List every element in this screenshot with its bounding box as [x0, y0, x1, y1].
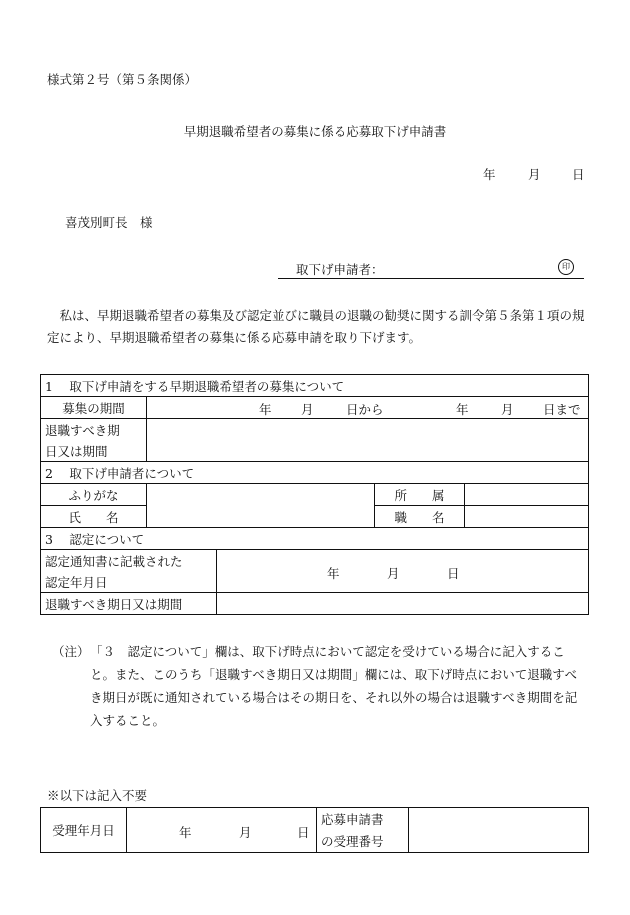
retire-label-bottom: 日又は期間	[41, 440, 147, 462]
furigana-label: ふりがな	[41, 484, 147, 506]
period-end-day: 日まで	[543, 402, 581, 417]
receipt-year: 年	[179, 824, 192, 840]
period-end-year: 年	[456, 402, 469, 417]
receipt-month: 月	[239, 824, 252, 840]
period-end-month: 月	[501, 402, 514, 417]
dept-value[interactable]	[465, 484, 589, 506]
section-1-header: 1 取下げ申請をする早期退職希望者の募集について	[41, 375, 589, 397]
date-year: 年	[483, 167, 496, 182]
cert-date-year: 年	[327, 565, 340, 581]
position-label: 職 名	[375, 506, 465, 528]
date-day: 日	[572, 167, 585, 182]
form-number: 様式第２号（第５条関係）	[47, 72, 198, 87]
applicant-line	[278, 260, 584, 279]
document-title: 早期退職希望者の募集に係る応募取下げ申請書	[183, 124, 447, 139]
period-start-day: 日から	[346, 402, 384, 417]
cert-date-day: 日	[447, 565, 460, 581]
receipt-number-label-top: 応募申請書	[317, 808, 409, 831]
date-month: 月	[528, 167, 541, 182]
notes-text: 「３ 認定について」欄は、取下げ時点において認定を受けている場合に記入すること。また、このうち「退職すべき期日又は期間」欄には、取下げ時点において退職すべき期日が既に通知されている場合はその期日を、それ以外の場合は退職すべき期間を記入すること。	[90, 644, 578, 728]
receipt-table	[40, 807, 589, 853]
receipt-date-value	[127, 808, 317, 853]
retire-label-top: 退職すべき期	[41, 419, 147, 441]
applicant-label: 取下げ申請者：	[296, 262, 384, 277]
addressee: 喜茂別町長 様	[65, 215, 153, 230]
not-required-label: ※以下は記入不要	[47, 788, 148, 803]
cert-label-bottom: 認定年月日	[41, 571, 217, 593]
receipt-number-label-bottom: の受理番号	[317, 830, 409, 853]
seal-mark: 印	[558, 259, 574, 275]
period-start-year: 年	[259, 402, 272, 417]
receipt-date-label: 受理年月日	[41, 808, 127, 853]
position-value[interactable]	[465, 506, 589, 528]
cert-label-top: 認定通知書に記載された	[41, 550, 217, 572]
period-start-month: 月	[301, 402, 314, 417]
retire-date-label: 退職すべき期日又は期間	[41, 593, 217, 615]
notes-mark: （注）	[52, 644, 90, 659]
cert-date-value	[217, 550, 589, 593]
application-table	[40, 374, 589, 615]
period-label: 募集の期間	[41, 397, 147, 419]
dept-label: 所 属	[375, 484, 465, 506]
body-text: 私は、早期退職希望者の募集及び認定並びに職員の退職の勧奨に関する訓令第５条第１項の規定により、早期退職希望者の募集に係る応募申請を取り下げます。	[47, 308, 585, 345]
receipt-day: 日	[297, 824, 310, 840]
retire-date-value[interactable]	[217, 593, 589, 615]
notes	[52, 640, 587, 732]
section-2-header: 2 取下げ申請者について	[41, 462, 589, 484]
receipt-number-value[interactable]	[409, 808, 589, 853]
name-value[interactable]	[147, 484, 375, 528]
period-value	[147, 397, 589, 419]
section-3-header: 3 認定について	[41, 528, 589, 550]
cert-date-month: 月	[387, 565, 400, 581]
name-label: 氏 名	[41, 506, 147, 528]
retire-value[interactable]	[147, 419, 589, 462]
